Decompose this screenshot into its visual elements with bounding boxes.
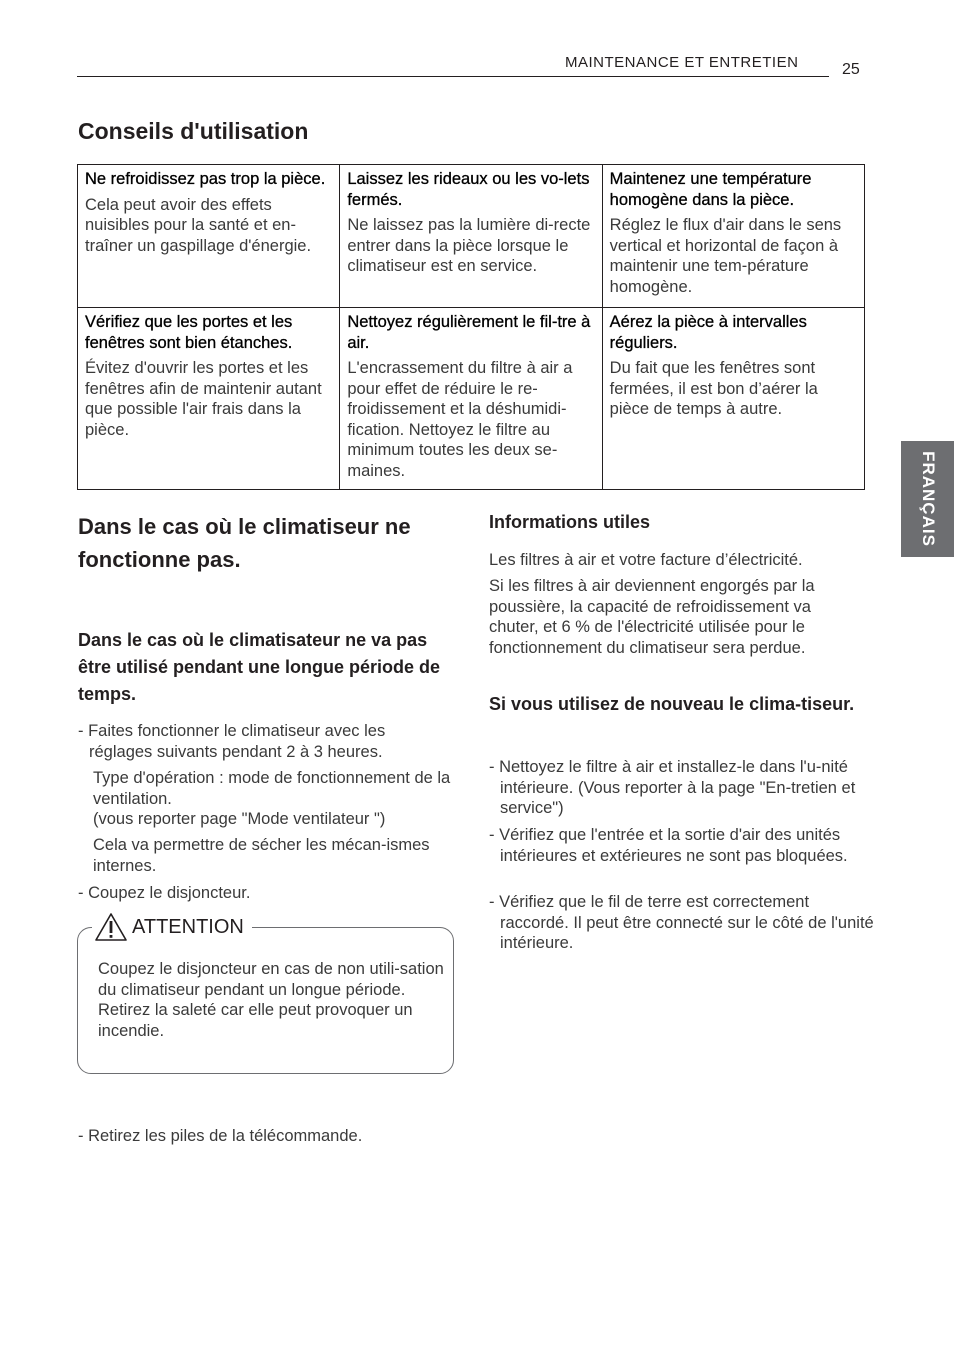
list-item: - Vérifiez que l'entrée et la sortie d'air des unités intérieures et extérieures ne sont pas bloquées. (489, 826, 848, 865)
list-item: - Faites fonctionner le climatiseur avec les réglages suivants pendant 2 à 3 heures. (78, 722, 386, 761)
attention-text: Coupez le disjoncteur en cas de non utili-sation du climatiseur pendant un longue période. (98, 960, 444, 999)
table-row (78, 165, 865, 308)
tip-body: Du fait que les fenêtres sont fermées, il est bon d’aérer la pièce de temps à autre. (609, 359, 818, 418)
warning-triangle-icon (94, 912, 128, 942)
tip-title: Aérez la pièce à intervalles réguliers. (609, 313, 807, 352)
tip-body: Cela peut avoir des effets nuisibles pour la santé et en-traîner un gaspillage d'énergie. (85, 195, 312, 255)
attention-label-text: ATTENTION (132, 915, 244, 938)
list-item: - Retirez les piles de la télécommande. (78, 1127, 363, 1145)
language-tab-label: FRANÇAIS (918, 451, 938, 547)
info-paragraph: Si les filtres à air deviennent engorgés par la poussière, la capacité de refroidissement va chuter, et 6 % de l'électricité utilisée pour le fonctionnement du climatiseur sera perdue. (489, 577, 815, 657)
section-title-reuse: Si vous utilisez de nouveau le clima-tiseur. (489, 694, 855, 714)
list-item: - Vérifiez que le fil de terre est correctement raccordé. Il peut être connecté sur le côté de l'unité intérieure. (489, 893, 874, 952)
tip-body: Réglez le flux d'air dans le sens vertical et horizontal de façon à maintenir une tem-pérature homogène. (609, 216, 842, 296)
list-item-detail: (vous reporter page "Mode ventilateur ") (93, 810, 386, 828)
info-paragraph: Les filtres à air et votre facture d’électricité. (489, 551, 803, 569)
section-title-conseils: Conseils d'utilisation (78, 118, 309, 144)
tip-cell (602, 308, 864, 490)
tip-title: Ne refroidissez pas trop la pièce. (85, 170, 326, 188)
tip-cell (602, 165, 864, 308)
tip-cell (78, 165, 340, 308)
attention-text: Retirez la saleté car elle peut provoquer un incendie. (98, 1001, 413, 1040)
tip-cell (340, 165, 602, 308)
subsection-title-long-period: Dans le cas où le climatisateur ne va pas être utilisé pendant une longue période de temps. (78, 630, 441, 704)
tip-body: Ne laissez pas la lumière di-recte entrer dans la pièce lorsque le climatiseur est en service. (347, 216, 591, 275)
tip-cell (340, 308, 602, 490)
list-item: - Nettoyez le filtre à air et installez-le dans l'u-nité intérieure. (Vous reporter à la page "En-tretien et service") (489, 758, 856, 817)
tip-body: Évitez d'ouvrir les portes et les fenêtres afin de maintenir autant que possible l'air frais dans la pièce. (85, 359, 322, 439)
tip-body: L'encrassement du filtre à air a pour effet de réduire le re-froidissement et la déshumidi-fication. Nettoyez le filtre au minimum toutes les deux se-maines. (347, 359, 573, 480)
tip-title: Maintenez une température homogène dans la pièce. (609, 170, 812, 209)
tip-cell (78, 308, 340, 490)
section-title-info: Informations utiles (489, 512, 651, 532)
section-title-not-working: Dans le cas où le climatiseur ne fonctionne pas. (78, 514, 411, 572)
header-divider (77, 76, 829, 77)
tip-title: Laissez les rideaux ou les vo-lets fermés. (347, 170, 590, 209)
running-header-section: MAINTENANCE ET ENTRETIEN (565, 54, 799, 71)
language-tab (901, 441, 954, 557)
table-row (78, 308, 865, 490)
tip-title: Nettoyez régulièrement le fil-tre à air. (347, 313, 591, 352)
list-item: - Coupez le disjoncteur. (78, 884, 251, 902)
tip-title: Vérifiez que les portes et les fenêtres sont bien étanches. (85, 313, 293, 352)
list-item-detail: Type d'opération : mode de fonctionnement de la ventilation. (93, 769, 451, 808)
page-number: 25 (842, 61, 860, 78)
tips-table (77, 164, 865, 490)
attention-text-block (98, 959, 448, 1041)
attention-label (92, 912, 252, 942)
list-item-detail: Cela va permettre de sécher les mécan-ismes internes. (93, 836, 430, 875)
